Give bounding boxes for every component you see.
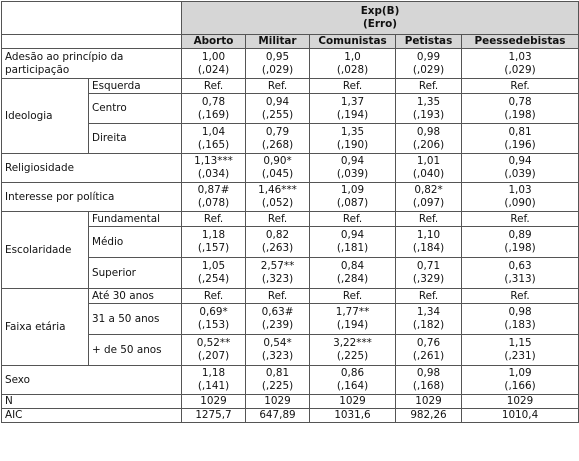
std-error: (,168) — [412, 380, 445, 392]
value-cell — [246, 366, 310, 395]
group-label-escolaridade: Escolaridade — [2, 212, 89, 289]
row-ideologia-direita — [2, 124, 579, 154]
row-escolaridade-superior — [2, 258, 579, 289]
std-error: (,040) — [412, 168, 445, 180]
coefficient: 1,03 — [508, 50, 532, 63]
row-faixa-de31a50 — [2, 304, 579, 335]
value-cell — [182, 304, 246, 335]
coefficient: 1,00 — [201, 50, 226, 63]
std-error: (,034) — [197, 168, 230, 180]
std-error: (,078) — [197, 197, 230, 209]
regression-table — [1, 1, 579, 423]
coefficient: 1,18 — [201, 229, 226, 242]
value-cell — [396, 94, 462, 124]
value-cell — [310, 258, 396, 289]
row-aic — [2, 408, 579, 422]
std-error: (,169) — [197, 108, 230, 121]
value-cell — [462, 183, 579, 212]
std-error: (,239) — [261, 319, 294, 331]
coefficient: 0,84 — [340, 260, 365, 273]
value-cell — [246, 304, 310, 335]
coefficient: 0,81 — [508, 125, 532, 138]
coefficient: 2,57** — [260, 260, 295, 273]
value-cell: 1029 — [182, 395, 246, 409]
value-cell — [396, 49, 462, 79]
value-cell — [246, 227, 310, 258]
coefficient: 1,05 — [201, 260, 226, 273]
std-error: (,165) — [197, 138, 230, 151]
header-columns-row — [2, 35, 579, 49]
coefficient: 1,09 — [340, 184, 365, 197]
coefficient: 1,46*** — [258, 184, 297, 197]
std-error: (,190) — [336, 138, 369, 151]
coefficient: 1,77** — [335, 306, 370, 319]
group-label-faixa: Faixa etária — [2, 289, 89, 366]
value-cell — [182, 124, 246, 154]
std-error: (,166) — [504, 380, 536, 392]
coefficient: 3,22*** — [333, 337, 372, 350]
coefficient: 1,10 — [416, 229, 441, 242]
value-cell — [462, 94, 579, 124]
std-error: (,225) — [261, 380, 294, 392]
std-error: (,184) — [412, 242, 445, 254]
coefficient: 0,90* — [263, 155, 292, 168]
std-error: (,329) — [412, 273, 445, 285]
value-cell: Ref. — [246, 79, 310, 94]
std-error: (,313) — [504, 273, 536, 285]
group-label-ideologia: Ideologia — [2, 79, 89, 154]
value-cell: Ref. — [462, 79, 579, 94]
value-cell: 1029 — [396, 395, 462, 409]
subgroup-label-ate30: Até 30 anos — [89, 289, 182, 304]
coefficient: 0,69* — [199, 306, 228, 319]
value-cell — [310, 304, 396, 335]
value-cell — [310, 124, 396, 154]
std-error: (,028) — [336, 63, 369, 76]
coefficient: 1,35 — [340, 125, 365, 138]
std-error: (,323) — [261, 350, 294, 362]
value-cell — [462, 335, 579, 366]
value-cell: 1010,4 — [462, 408, 579, 422]
std-error: (,194) — [336, 108, 369, 121]
std-error: (,097) — [412, 197, 445, 209]
coefficient: 1,04 — [201, 125, 226, 138]
row-escolaridade-medio — [2, 227, 579, 258]
subgroup-label-mais50: + de 50 anos — [89, 335, 182, 366]
std-error: (,268) — [261, 138, 294, 151]
value-cell — [246, 49, 310, 79]
value-cell — [182, 154, 246, 183]
value-cell — [462, 258, 579, 289]
value-cell: 1029 — [310, 395, 396, 409]
row-ideologia-esquerda — [2, 79, 579, 94]
column-header-militar: Militar — [246, 35, 310, 49]
value-cell — [246, 258, 310, 289]
std-error: (,024) — [197, 63, 230, 76]
value-cell — [310, 183, 396, 212]
coefficient: 0,82* — [414, 184, 443, 197]
row-label: N — [2, 395, 182, 409]
coefficient: 1,35 — [416, 95, 441, 108]
std-error: (,029) — [504, 63, 536, 76]
coefficient: 0,71 — [416, 260, 441, 273]
coefficient: 0,95 — [265, 50, 290, 63]
row-label: Adesão ao princípio da participação — [2, 49, 182, 79]
header-corner-cell — [2, 35, 182, 49]
coefficient: 0,94 — [508, 155, 532, 168]
value-cell: Ref. — [182, 79, 246, 94]
coefficient: 1,15 — [508, 337, 532, 350]
row-label: AIC — [2, 408, 182, 422]
subgroup-label-esquerda: Esquerda — [89, 79, 182, 94]
value-cell — [396, 366, 462, 395]
coefficient: 0,94 — [340, 229, 365, 242]
value-cell — [310, 227, 396, 258]
coefficient: 0,52** — [196, 337, 231, 350]
value-cell: Ref. — [396, 212, 462, 227]
subgroup-label-de31a50: 31 a 50 anos — [89, 304, 182, 335]
subgroup-label-centro: Centro — [89, 94, 182, 124]
coefficient: 0,89 — [508, 229, 532, 242]
value-cell: Ref. — [396, 289, 462, 304]
std-error: (,039) — [336, 168, 369, 180]
value-cell: 1275,7 — [182, 408, 246, 422]
std-error: (,181) — [336, 242, 369, 254]
std-error: (,198) — [504, 242, 536, 254]
value-cell: Ref. — [310, 79, 396, 94]
std-error: (,284) — [336, 273, 369, 285]
row-religiosidade — [2, 154, 579, 183]
std-error: (,182) — [412, 319, 445, 331]
value-cell — [396, 304, 462, 335]
std-error: (,225) — [336, 350, 369, 362]
std-error: (,263) — [261, 242, 294, 254]
header-corner-cell — [2, 2, 182, 35]
coefficient: 0,63 — [508, 260, 532, 273]
value-cell — [396, 154, 462, 183]
std-error: (,231) — [504, 350, 536, 362]
column-header-comunistas: Comunistas — [310, 35, 396, 49]
value-cell: 1031,6 — [310, 408, 396, 422]
std-error: (,206) — [412, 138, 445, 151]
value-cell — [396, 124, 462, 154]
value-cell — [462, 154, 579, 183]
coefficient: 0,54* — [263, 337, 292, 350]
std-error: (,141) — [197, 380, 230, 392]
coefficient: 1,0 — [344, 50, 361, 63]
value-cell — [396, 227, 462, 258]
value-cell: Ref. — [462, 289, 579, 304]
std-error: (,323) — [261, 273, 294, 285]
std-error: (,052) — [261, 197, 294, 209]
row-ideologia-centro — [2, 94, 579, 124]
value-cell: Ref. — [246, 212, 310, 227]
coefficient: 1,13*** — [194, 155, 233, 168]
value-cell — [182, 227, 246, 258]
column-header-peessedebistas: Peessedebistas — [462, 35, 579, 49]
std-error: (,207) — [197, 350, 230, 362]
row-sexo — [2, 366, 579, 395]
value-cell — [246, 183, 310, 212]
coefficient: 0,98 — [508, 306, 532, 319]
coefficient: 0,81 — [265, 367, 290, 380]
value-cell — [246, 124, 310, 154]
coefficient: 0,78 — [508, 95, 532, 108]
value-cell — [462, 366, 579, 395]
value-cell: Ref. — [310, 289, 396, 304]
std-error: (,157) — [197, 242, 230, 254]
value-cell — [182, 366, 246, 395]
std-error: (,254) — [197, 273, 230, 285]
value-cell — [246, 154, 310, 183]
column-header-petistas: Petistas — [396, 35, 462, 49]
value-cell: 1029 — [462, 395, 579, 409]
std-error: (,029) — [261, 63, 294, 76]
value-cell — [182, 49, 246, 79]
header-title-cell — [182, 2, 579, 35]
value-cell — [396, 183, 462, 212]
coefficient: 0,94 — [265, 95, 290, 108]
value-cell — [396, 258, 462, 289]
row-interesse — [2, 183, 579, 212]
value-cell — [310, 154, 396, 183]
value-cell — [310, 335, 396, 366]
value-cell: Ref. — [246, 289, 310, 304]
row-adesao — [2, 49, 579, 79]
coefficient: 1,37 — [340, 95, 365, 108]
coefficient: 0,98 — [416, 367, 441, 380]
value-cell — [182, 183, 246, 212]
header-title-row — [2, 2, 579, 35]
value-cell: Ref. — [396, 79, 462, 94]
coefficient: 1,01 — [416, 155, 441, 168]
value-cell: Ref. — [462, 212, 579, 227]
subgroup-label-fundamental: Fundamental — [89, 212, 182, 227]
header-subtitle: (Erro) — [363, 18, 397, 30]
std-error: (,029) — [412, 63, 445, 76]
coefficient: 1,18 — [201, 367, 226, 380]
std-error: (,087) — [336, 197, 369, 209]
row-faixa-mais50 — [2, 335, 579, 366]
value-cell — [396, 335, 462, 366]
std-error: (,193) — [412, 108, 445, 121]
std-error: (,255) — [261, 108, 294, 121]
coefficient: 0,86 — [340, 367, 365, 380]
coefficient: 1,34 — [416, 306, 441, 319]
value-cell — [310, 94, 396, 124]
column-header-aborto: Aborto — [182, 35, 246, 49]
std-error: (,196) — [504, 138, 536, 151]
std-error: (,261) — [412, 350, 445, 362]
coefficient: 0,76 — [416, 337, 441, 350]
std-error: (,039) — [504, 168, 536, 180]
row-escolaridade-fundamental — [2, 212, 579, 227]
value-cell — [182, 258, 246, 289]
value-cell — [182, 94, 246, 124]
subgroup-label-superior: Superior — [89, 258, 182, 289]
coefficient: 0,94 — [340, 155, 365, 168]
value-cell — [462, 124, 579, 154]
value-cell — [310, 49, 396, 79]
value-cell — [246, 335, 310, 366]
coefficient: 0,87# — [197, 184, 230, 197]
row-label: Religiosidade — [2, 154, 182, 183]
value-cell: 1029 — [246, 395, 310, 409]
coefficient: 1,03 — [508, 184, 532, 197]
coefficient: 0,82 — [265, 229, 290, 242]
std-error: (,090) — [504, 197, 536, 209]
coefficient: 0,63# — [261, 306, 294, 319]
coefficient: 0,79 — [265, 125, 290, 138]
row-label: Sexo — [2, 366, 182, 395]
value-cell: Ref. — [182, 289, 246, 304]
value-cell: Ref. — [182, 212, 246, 227]
value-cell: 982,26 — [396, 408, 462, 422]
value-cell: Ref. — [310, 212, 396, 227]
row-faixa-ate30 — [2, 289, 579, 304]
std-error: (,153) — [197, 319, 230, 331]
value-cell: 647,89 — [246, 408, 310, 422]
row-label: Interesse por política — [2, 183, 182, 212]
header-title: Exp(B) — [360, 5, 400, 18]
value-cell — [182, 335, 246, 366]
coefficient: 0,98 — [416, 125, 441, 138]
value-cell — [462, 227, 579, 258]
std-error: (,183) — [504, 319, 536, 331]
subgroup-label-medio: Médio — [89, 227, 182, 258]
std-error: (,045) — [261, 168, 294, 180]
coefficient: 0,99 — [416, 50, 441, 63]
value-cell — [462, 49, 579, 79]
value-cell — [310, 366, 396, 395]
value-cell — [246, 94, 310, 124]
value-cell — [462, 304, 579, 335]
coefficient: 0,78 — [201, 95, 226, 108]
subgroup-label-direita: Direita — [89, 124, 182, 154]
coefficient: 1,09 — [508, 367, 532, 380]
std-error: (,198) — [504, 108, 536, 121]
std-error: (,164) — [336, 380, 369, 392]
row-n — [2, 395, 579, 409]
std-error: (,194) — [336, 319, 369, 331]
